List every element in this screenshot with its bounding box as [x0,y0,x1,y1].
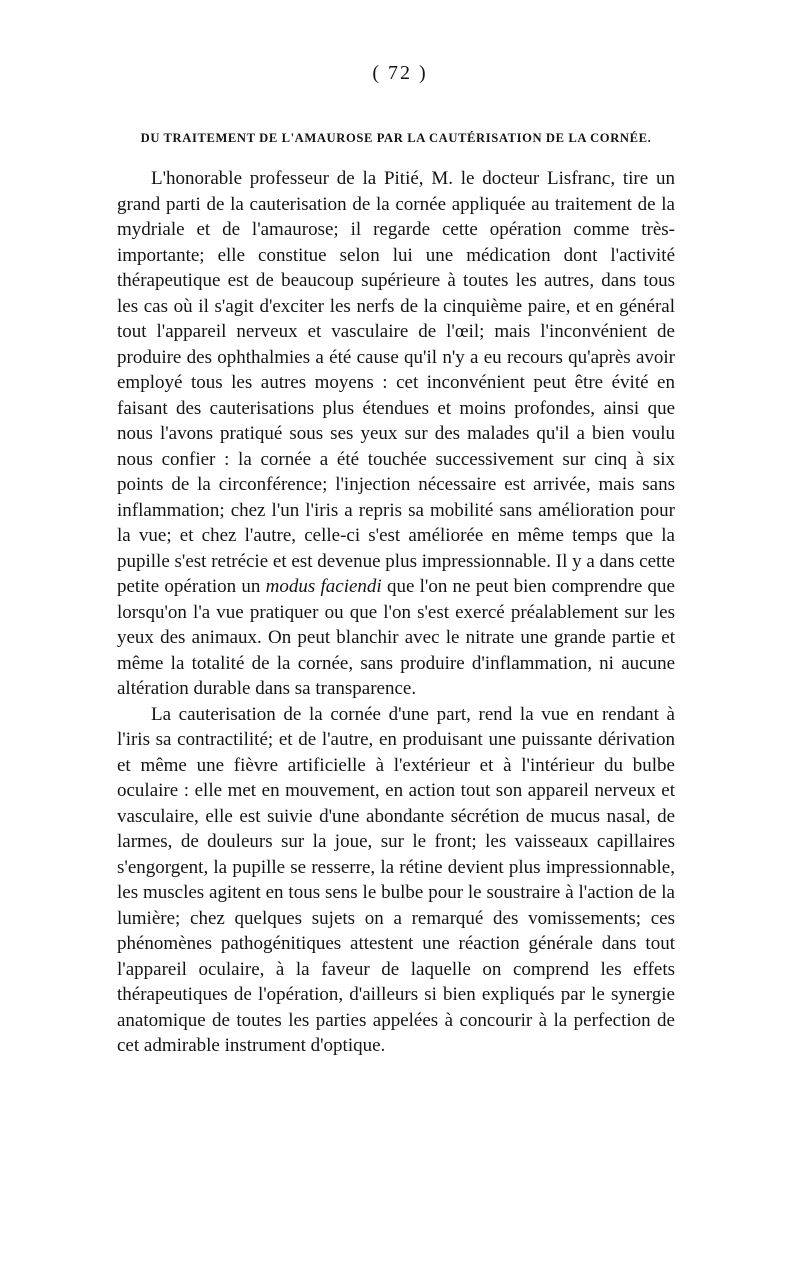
italic-phrase: modus faciendi [265,576,382,597]
paragraph-1-text-continued: que l'on ne peut bien comprendre que lorsqu'on l'a vue pratiquer ou que l'on s'est exercé préalablement sur les yeux des animaux. On peut blanchir avec le nitrate une grande partie et même la totalité de la cornée, sans produire d'inflammation, ni aucune altération durable dans sa transparence. [117,576,675,699]
page-number: ( 72 ) [372,62,428,84]
section-heading: DU TRAITEMENT DE L'AMAUROSE PAR LA CAUTÉRISATION DE LA CORNÉE. [140,131,652,145]
paragraph-1-text: L'honorable professeur de la Pitié, M. le docteur Lisfranc, tire un grand parti de la cauterisation de la cornée appliquée au traitement de la mydriale et de l'amaurose; il regarde cette opération comme très-importante; elle constitue selon lui une médication dont l'activité thérapeutique est de beaucoup supérieure à toutes les autres, dans tous les cas où il s'agit d'exciter les nerfs de la cinquième paire, et en général tout l'appareil nerveux et vasculaire de l'œil; mais l'inconvénient de produire des ophthalmies a été cause qu'il n'y a eu recours qu'après avoir employé tous les autres moyens : cet inconvénient peut être évité en faisant des cauterisations plus étendues et moins profondes, ainsi que nous l'avons pratiqué sous ses yeux sur des malades qu'il a bien voulu nous confier : la cornée a été touchée successivement sur cinq à six points de la circonférence; l'injection nécessaire est arrivée, mais sans inflammation; chez l'un l'iris a repris sa mobilité sans amélioration pour la vue; et chez l'autre, celle-ci s'est améliorée en même temps que la pupille s'est retrécie et est devenue plus impressionnable. Il y a dans cette petite opération un [117,168,675,597]
paragraph-1 [117,166,675,702]
body-text [117,166,675,1059]
paragraph-2: La cauterisation de la cornée d'une part, rend la vue en rendant à l'iris sa contractilité; et de l'autre, en produisant une puissante dérivation et même une fièvre artificielle à l'extérieur et à l'intérieur du bulbe oculaire : elle met en mouvement, en action tout son appareil nerveux et vasculaire, elle est suivie d'une abondante sécrétion de mucus nasal, de larmes, de douleurs sur la joue, sur le front; les vaisseaux capillaires s'engorgent, la pupille se resserre, la rétine devient plus impressionnable, les muscles agitent en tous sens le bulbe pour le soustraire à l'action de la lumière; chez quelques sujets on a remarqué des vomissements; ces phénomènes pathogénitiques attestent une réaction générale dans tout l'appareil oculaire, à la faveur de laquelle on comprend les effets thérapeutiques de l'opération, d'ailleurs si bien expliqués par le synergie anatomique de toutes les parties appelées à concourir à la perfection de cet admirable instrument d'optique. [117,703,675,1056]
